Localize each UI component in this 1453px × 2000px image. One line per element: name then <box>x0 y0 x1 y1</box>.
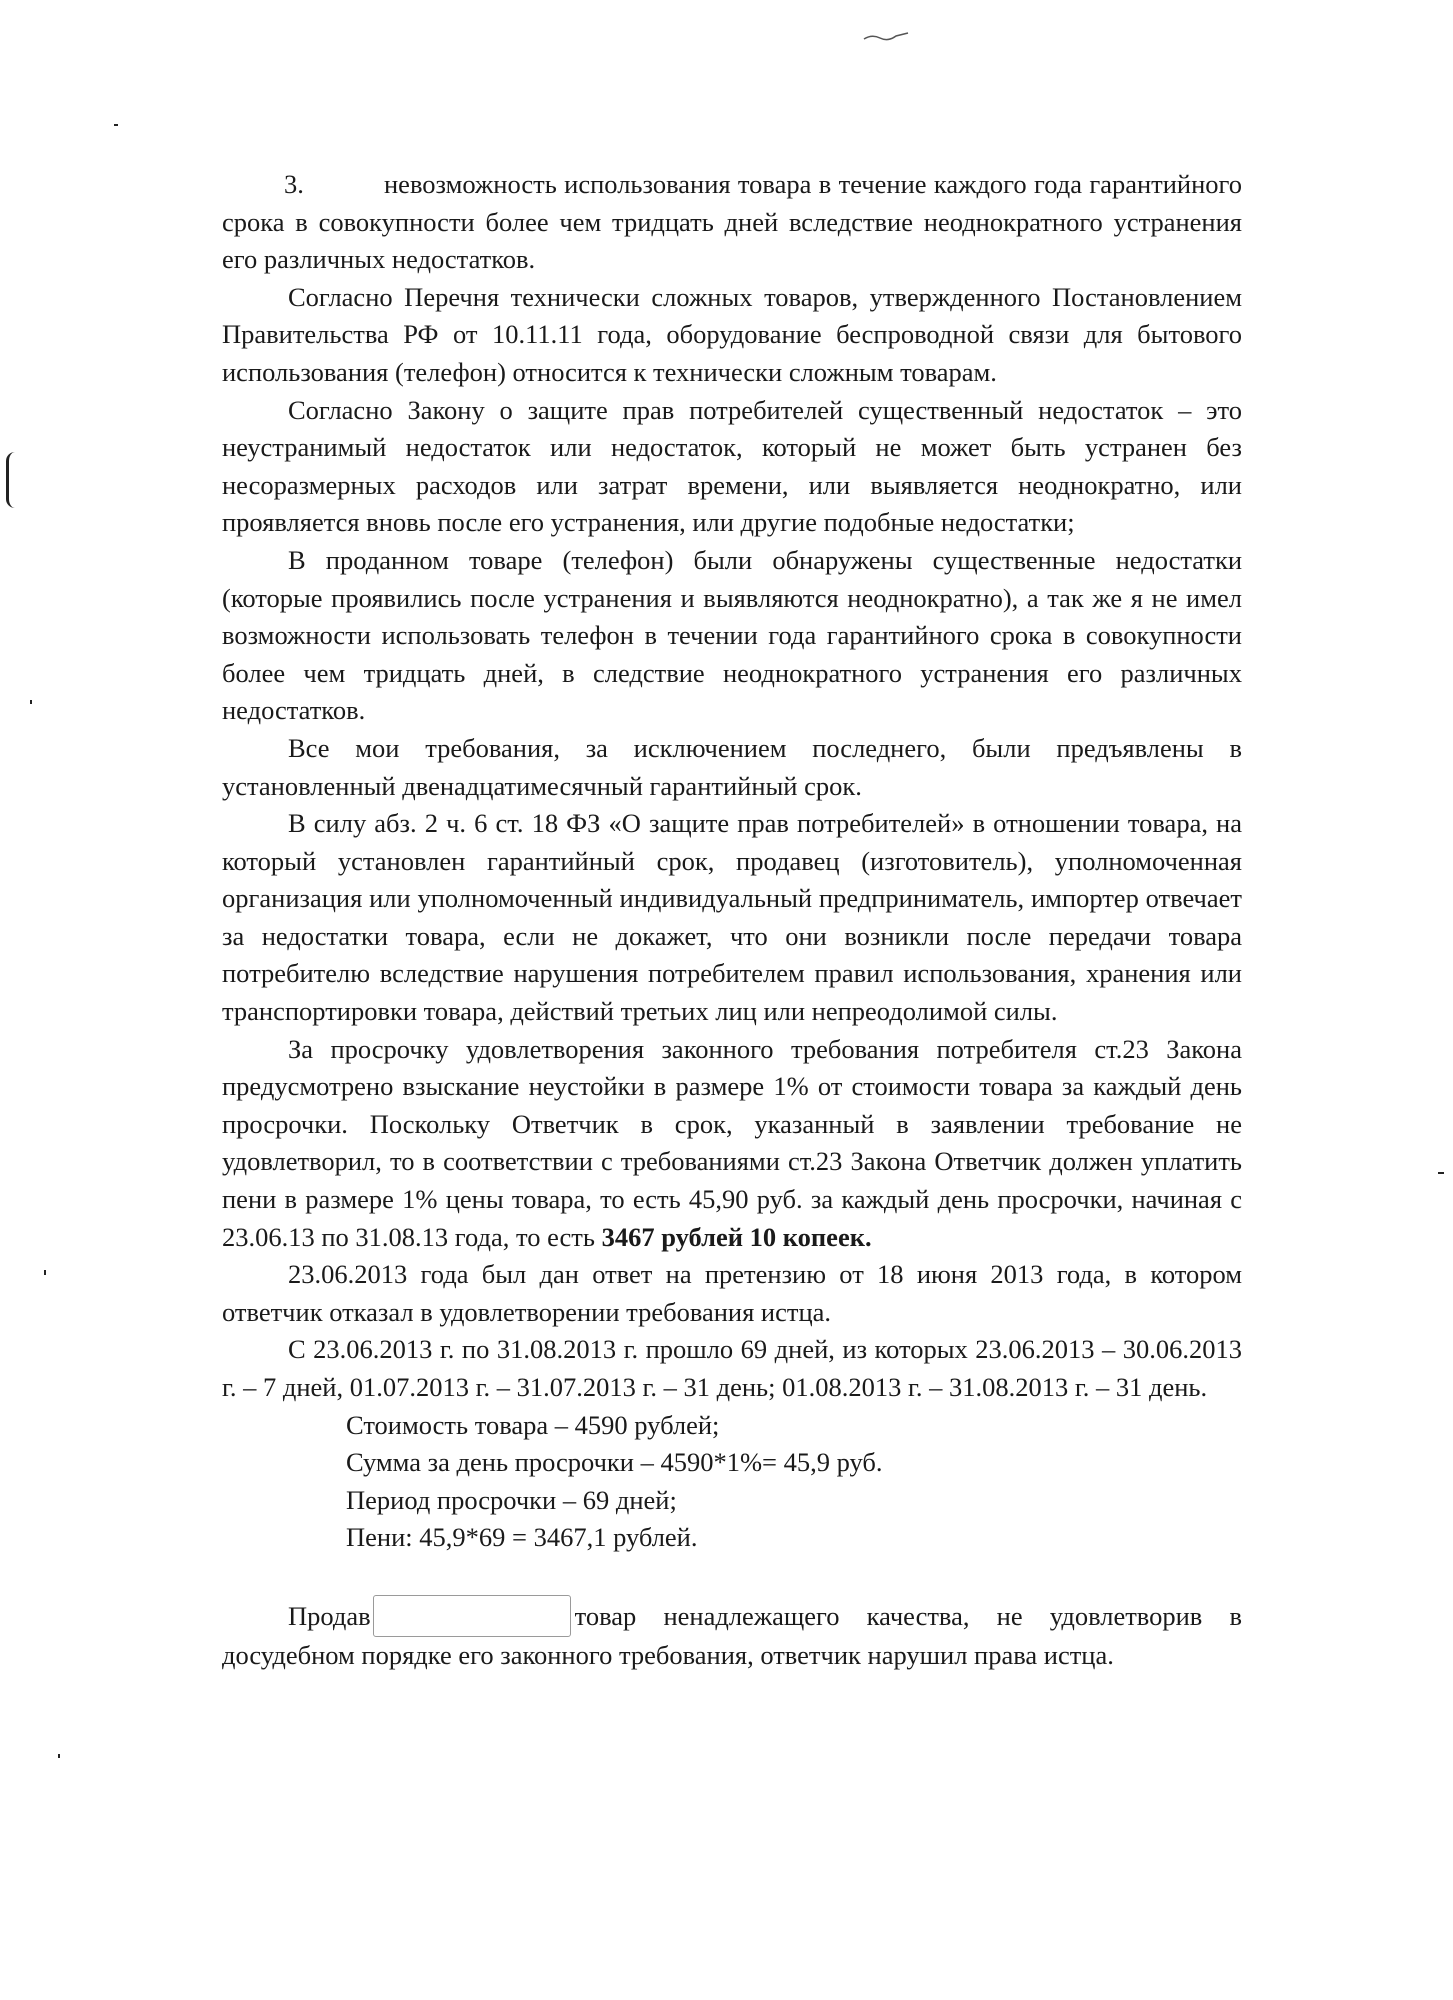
spacer <box>222 1557 1242 1595</box>
redacted-box <box>373 1595 571 1637</box>
calculation-line: Стоимость товара – 4590 рублей; <box>346 1409 720 1440</box>
penalty-paragraph <box>222 1031 1242 1257</box>
list-item-text: невозможность использования товара в течение каждого года гарантийного срока в совокупности более чем тридцать дней вследствие неоднократного устранения его различных недостатков. <box>222 169 1242 275</box>
scan-speck <box>114 124 118 126</box>
scan-speck <box>44 1270 46 1275</box>
scan-speck <box>1438 1172 1444 1174</box>
list-item-3 <box>222 166 1242 279</box>
calculation-line: Сумма за день просрочки – 4590*1%= 45,9 руб. <box>346 1447 883 1478</box>
list-number: 3. <box>284 169 304 199</box>
paragraph: Все мои требования, за исключением последнего, были предъявлены в установленный двенадцатимесячный гарантийный срок. <box>222 732 1242 801</box>
calculation-line: Пени: 45,9*69 = 3467,1 рублей. <box>346 1522 698 1553</box>
period-paragraph: С 23.06.2013 г. по 31.08.2013 г. прошло 69 дней, из которых 23.06.2013 – 30.06.2013 г. – 7 дней, 01.07.2013 г. – 31.07.2013 г. – 31 день; 01.08.2013 г. – 31.08.2013 г. – 31 день. <box>222 1334 1242 1402</box>
document-body <box>222 166 1242 1675</box>
calculation-block <box>346 1407 1242 1557</box>
calculation-line: Период просрочки – 69 дней; <box>346 1484 677 1515</box>
penalty-amount: 3467 рублей 10 копеек. <box>601 1221 872 1252</box>
final-start: Продав <box>288 1600 371 1631</box>
final-paragraph <box>222 1595 1242 1675</box>
penalty-text: За просрочку удовлетворения законного требования потребителя ст.23 Закона предусмотрено взыскание неустойки в размере 1% от стоимости товара за каждый день просрочки. Поскольку Ответчик в срок, указанный в заявлении требование не удовлетворил, то в соответствии с требованиями ст.23 Закона Ответчик должен уплатить пени в размере 1% цены товара, то есть 45,90 руб. за каждый день просрочки, начиная с 23.06.13 по 31.08.13 года, то есть <box>222 1033 1242 1252</box>
paragraph: Согласно Перечня технически сложных товаров, утвержденного Постановлением Правительства РФ от 10.11.11 года, оборудование беспроводной связи для бытового использования (телефон) относится к технически сложным товарам. <box>222 281 1242 387</box>
paragraph: В силу абз. 2 ч. 6 ст. 18 ФЗ «О защите прав потребителей» в отношении товара, на который установлен гарантийный срок, продавец (изготовитель), уполномоченная организация или уполномоченный индивидуальный предприниматель, импортер отвечает за недостатки товара, если не докажет, что они возникли после передачи товара потребителю вследствие нарушения потребителем правил использования, хранения или транспортировки товара, действий третьих лиц или непреодолимой силы. <box>222 808 1242 1027</box>
final-rest: товар ненадлежащего качества, не удовлетворив в досудебном порядке его законного требования, ответчик нарушил права истца. <box>222 1600 1242 1670</box>
paragraph: Согласно Закону о защите прав потребителей существенный недостаток – это неустранимый недостаток или недостаток, который не может быть устранен без несоразмерных расходов или затрат времени, или выявляется неоднократно, или проявляется вновь после его устранения, или другие подобные недостатки; <box>222 394 1242 538</box>
scan-squiggle-mark <box>862 30 912 44</box>
margin-bracket-mark <box>6 452 15 508</box>
paragraph: В проданном товаре (телефон) были обнаружены существенные недостатки (которые проявились после устранения и выявляются неоднократно), а так же я не имел возможности использовать телефон в течении года гарантийного срока в совокупности более чем тридцать дней, в следствие неоднократного устранения его различных недостатков. <box>222 544 1242 726</box>
answer-paragraph: 23.06.2013 года был дан ответ на претензию от 18 июня 2013 года, в котором ответчик отказал в удовлетворении требования истца. <box>222 1259 1242 1327</box>
scan-speck <box>58 1754 60 1758</box>
scan-speck <box>30 700 32 704</box>
